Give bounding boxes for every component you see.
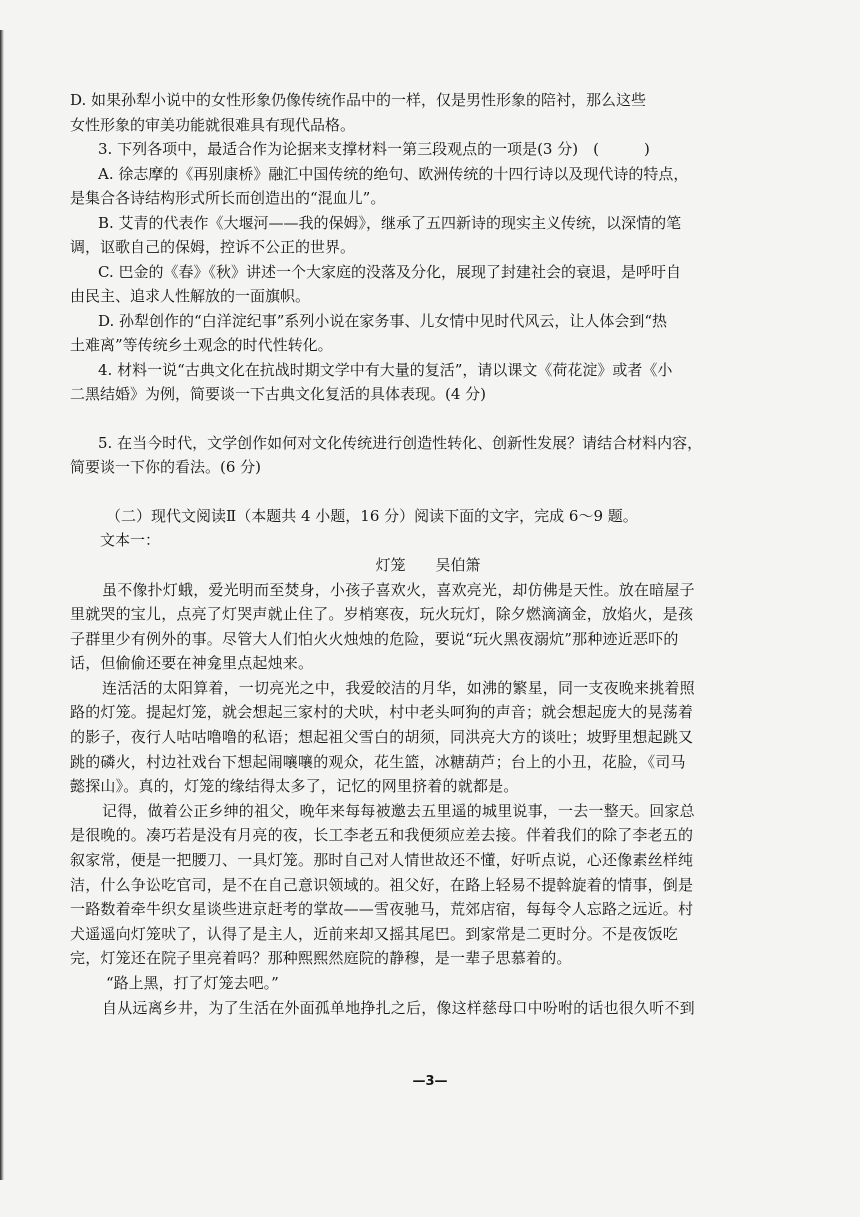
text-one-label: 文本一： xyxy=(100,530,161,549)
question-4-line-2: 二黑结婚》为例，简要谈一下古典文化复活的具体表现。(4 分) xyxy=(70,385,487,403)
section-heading: （二）现代文阅读Ⅱ（本题共 4 小题，16 分）阅读下面的文字，完成 6～9 题。 xyxy=(106,506,638,525)
story-line: 话，但偷偷还要在神龛里点起烛来。 xyxy=(70,654,314,673)
story-line: 自从远离乡井，为了生活在外面孤单地挣扎之后，像这样慈母口中吩咐的话也很久听不到 xyxy=(102,998,695,1017)
story-line: 犬遥遥向灯笼吠了，认得了是主人，近前来却又摇其尾巴。到家常是二更时分。不是夜饭吃 xyxy=(70,924,679,943)
story-line: 洁，什么争讼吃官司，是不在自己意识领域的。祖父好，在路上轻易不提斡旋着的情事，倒是 xyxy=(70,875,694,894)
q3-option-b-line-1: B. 艾青的代表作《大堰河——我的保姆》，继承了五四新诗的现实主义传统，以深情的笔 xyxy=(98,213,682,232)
answer-space xyxy=(70,407,770,431)
story-title-block xyxy=(70,552,770,578)
story-quote: “路上黑，打了灯笼去吧。” xyxy=(106,974,279,992)
story-title: 灯笼 xyxy=(375,555,406,574)
story-line: 记得，做着公正乡绅的祖父，晚年来每每被邀去五里遥的城里说事，一去一整天。回家总 xyxy=(102,801,695,820)
story-line: 里就哭的宝儿，点亮了灯哭声就止住了。岁梢寒夜，玩火玩灯，除夕燃滴滴金，放焰火，是孩 xyxy=(70,605,694,624)
story-line: 叙家常，便是一把腰刀、一具灯笼。那时自己对人情世故还不懂，好听点说，心还像素丝样纯 xyxy=(70,851,694,870)
story-line: 一路数着牵牛织女星谈些进京赶考的掌故——雪夜驰马，荒郊店宿，每每令人忘路之远近。村 xyxy=(70,900,694,919)
q3-option-a-line-2: 是集合各诗结构形式所长而创造出的“混血儿”。 xyxy=(70,189,386,207)
q3-option-c-line-1: C. 巴金的《春》《秋》讲述一个大家庭的没落及分化，展现了封建社会的衰退，是呼吁自 xyxy=(98,262,681,281)
q3-option-a-line-1: A. 徐志摩的《再别康桥》融汇中国传统的绝句、欧洲传统的十四行诗以及现代诗的特点， xyxy=(98,164,689,183)
story-line: 完，灯笼还在院子里亮着吗？那种熙熙然庭院的静穆，是一辈子思慕着的。 xyxy=(70,949,572,968)
q3-option-d-line-1: D. 孙犁创作的“白洋淀纪事”系列小说在家务事、儿女情中见时代风云，让人体会到“热 xyxy=(98,311,668,330)
story-author: 吴伯箫 xyxy=(435,555,481,574)
question-5-line-1: 5. 在当今时代，文学创作如何对文化传统进行创造性转化、创新性发展？请结合材料内容， xyxy=(98,433,703,452)
option-d-line-2: 女性形象的审美功能就很难具有现代品格。 xyxy=(70,115,356,134)
question-3: 3. 下列各项中，最适合作为论据来支撑材料一第三段观点的一项是(3 分) ( ) xyxy=(98,140,650,158)
story-line: 路的灯笼。提起灯笼，就会想起三家村的犬吠，村中老头呵狗的声音；就会想起庞大的晃荡着 xyxy=(70,703,694,722)
page-number: —3— xyxy=(412,1074,448,1089)
story-line: 是很晚的。凑巧若是没有月亮的夜，长工李老五和我便须应差去接。伴着我们的除了李老五的 xyxy=(70,826,694,845)
answer-space xyxy=(70,480,770,504)
story-line: 子群里少有例外的事。尽管大人们怕火火烛烛的危险，要说“玩火黑夜溺炕”那种迹近恶吓的 xyxy=(70,629,679,648)
story-line: 虽不像扑灯蛾，爱光明而至焚身，小孩子喜欢火，喜欢亮光，却仿佛是天性。放在暗屋子 xyxy=(102,580,695,599)
question-5-line-2: 简要谈一下你的看法。(6 分) xyxy=(70,458,262,476)
exam-page xyxy=(70,88,770,1020)
q3-option-c-line-2: 由民主、追求人性解放的一面旗帜。 xyxy=(70,287,311,305)
question-4-line-1: 4. 材料一说“古典文化在抗战时期文学中有大量的复活”，请以课文《荷花淀》或者《小 xyxy=(98,360,673,379)
scan-edge-shadow xyxy=(0,30,4,1180)
story-line: 的影子，夜行人咕咕噜噜的私语；想起祖父雪白的胡须，同洪亮大方的谈吐；坡野里想起跳又 xyxy=(70,728,694,747)
story-line: 跳的磷火，村边社戏台下想起闹嚷嚷的观众，花生篮，冰糖葫芦；台上的小丑，花脸，《司马 xyxy=(70,752,686,771)
story-line: 连活活的太阳算着，一切亮光之中，我爱皎洁的月华，如沸的繁星，同一支夜晚来挑着照 xyxy=(102,678,695,697)
option-d-line-1: D. 如果孙犁小说中的女性形象仍像传统作品中的一样，仅是男性形象的陪衬，那么这些 xyxy=(70,91,647,109)
story-line: 懿探山》。真的，灯笼的缘结得太多了，记忆的网里挤着的就都是。 xyxy=(70,777,519,796)
q3-option-d-line-2: 土难离”等传统乡土观念的时代性转化。 xyxy=(70,336,333,354)
q3-option-b-line-2: 调，讴歌自己的保姆，控诉不公正的世界。 xyxy=(70,238,356,256)
